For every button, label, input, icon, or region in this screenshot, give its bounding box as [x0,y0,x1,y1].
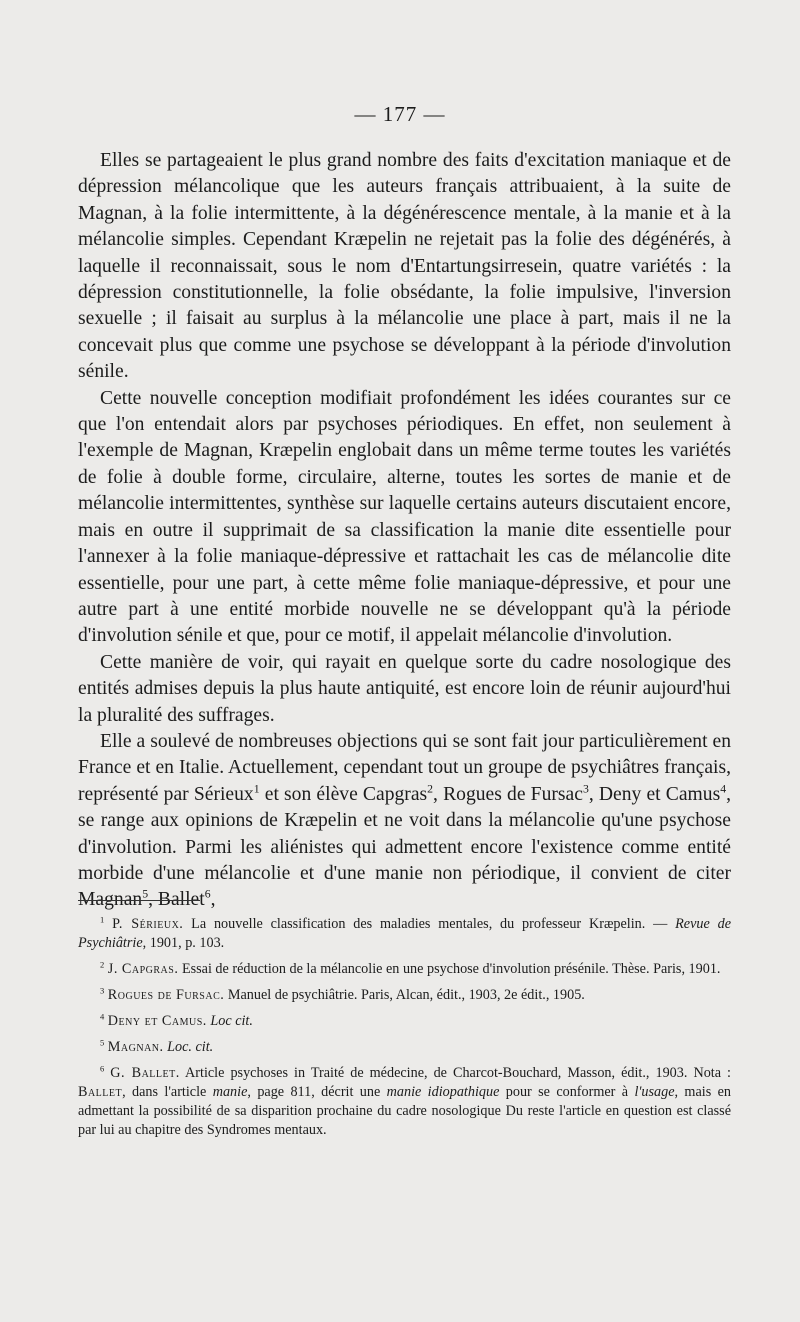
text-run: Essai de réduction de la mélancolie en une psychose d'involution présénile. Thèse. Paris, 1901. [178,961,721,977]
paragraph [78,148,731,386]
footnote [78,915,731,953]
text-run: et son élève Capgras [259,783,428,805]
italic-text: Revue de Psychiâtrie [78,916,731,951]
footnote-ref: 1 [253,782,260,796]
text-run: , page 811, décrit une [247,1084,387,1100]
italic-text: l'usage [634,1084,675,1100]
footnotes [78,915,731,1147]
author-name: Rogues de Fursac. [107,987,225,1003]
text-run: La nouvelle classification des maladies mentales, du professeur Kræpelin. — [183,916,676,932]
text-run: Elle a soulevé de nombreuses objections qui se sont fait jour particulièrement en France et en Italie. Actuellement, cependant tout un groupe de psychiâtres français, représenté par Sérieux [78,730,731,805]
footnote [78,1064,731,1140]
italic-text: Loc cit. [210,1013,253,1029]
footnote-rule [78,900,200,901]
italic-text: manie idiopathique [386,1084,500,1100]
footnote-number: 5 [100,1037,105,1048]
footnote-number: 6 [100,1063,105,1074]
italic-text: Loc. cit. [167,1039,214,1055]
author-name: J. Capgras. [107,961,179,977]
footnote [78,986,731,1005]
text-run: , Ballet [148,889,205,911]
footnote-number: 4 [100,1011,105,1022]
main-text [78,148,731,914]
footnote-ref: 3 [582,782,589,796]
author-name: P. Sérieux. [112,916,184,932]
author-name: Deny et Camus. [107,1013,207,1029]
author-name: G. Ballet. [110,1065,180,1081]
footnote-number: 3 [100,985,105,996]
paragraph [78,386,731,650]
text-run: pour se conformer à [499,1084,635,1100]
footnote-ref: 6 [204,887,211,901]
text-run: , dans l'article [122,1084,213,1100]
text-run: Cette manière de voir, qui rayait en quelque sorte du cadre nosologique des entités admises depuis la plus haute antiquité, est encore loin de réunir aujourd'hui la pluralité des suffrages. [78,651,731,726]
footnote [78,1012,731,1031]
footnote [78,1038,731,1057]
footnote-ref: 4 [720,782,727,796]
text-run: , 1901, p. 103. [142,935,225,951]
text-run: , mais en admettant la possibilité de sa disparition prochaine du cadre nosologique Du reste l'article en question est classé par lui au chapitre des Syndromes mentaux. [78,1084,731,1138]
footnote [78,960,731,979]
text-run: Cette nouvelle conception modifiait profondément les idées courantes sur ce que l'on entendait alors par psychoses périodiques. En effet, non seulement à l'exemple de Magnan, Kræpelin englobait dans un même terme toutes les variétés de folie à double forme, circulaire, alterne, toutes les sortes de manie et de mélancolie intermittentes, synthèse sur laquelle certains auteurs discutaient encore, mais en outre il supprimait de sa classification la manie dite essentielle pour l'annexer à la folie maniaque-dépressive et rattachait les cas de mélancolie dite essentielle, pour une part, à cette même folie maniaque-dépressive, et pour une autre part à une entité morbide nouvelle ne se développant qu'à la période d'involution sénile et que, pour ce motif, il appelait mélancolie d'involution. [78,387,731,647]
footnote-number: 2 [100,959,105,970]
paragraph [78,650,731,729]
author-name: Magnan. [107,1039,164,1055]
author-name: Ballet [78,1084,123,1100]
paragraph [78,729,731,914]
text-run: , Rogues de Fursac [433,783,583,805]
footnote-ref: 2 [427,782,434,796]
text-run: , se range aux opinions de Kræpelin et ne voit dans la mélancolie qu'une psychose d'involution. Parmi les aliénistes qui admettent encore l'existence comme entité morbide d'une mélancolie et d'une manie non périodique, il convient de citer Magnan [78,783,731,911]
text-run: Manuel de psychiâtrie. Paris, Alcan, édit., 1903, 2e édit., 1905. [224,987,585,1003]
text-run: Elles se partageaient le plus grand nombre des faits d'excitation maniaque et de dépression mélancolique que les auteurs français attribuaient, à la suite de Magnan, à la folie intermittente, à la dégénérescence mentale, à la manie et à la mélancolie simples. Cependant Kræpelin ne rejetait pas la folie des dégénérés, à laquelle il reconnaissait, sous le nom d'Entartungsirresein, quatre variétés : la dépression constitutionnelle, la folie obsédante, la folie impulsive, l'inversion sexuelle ; il faisait au surplus à la mélancolie une place à part, mais il ne la concevait plus que comme une psychose se développant à la période d'involution sénile. [78,150,731,383]
italic-text: manie [212,1084,248,1100]
footnote-ref: 5 [142,887,149,901]
text-run: , [210,889,216,911]
footnote-number: 1 [100,914,105,925]
text-run: Article psychoses in Traité de médecine, de Charcot-Bouchard, Masson, édit., 1903. Nota : [179,1065,731,1081]
text-run: , Deny et Camus [588,783,721,805]
page-number: — 177 — [354,102,446,126]
